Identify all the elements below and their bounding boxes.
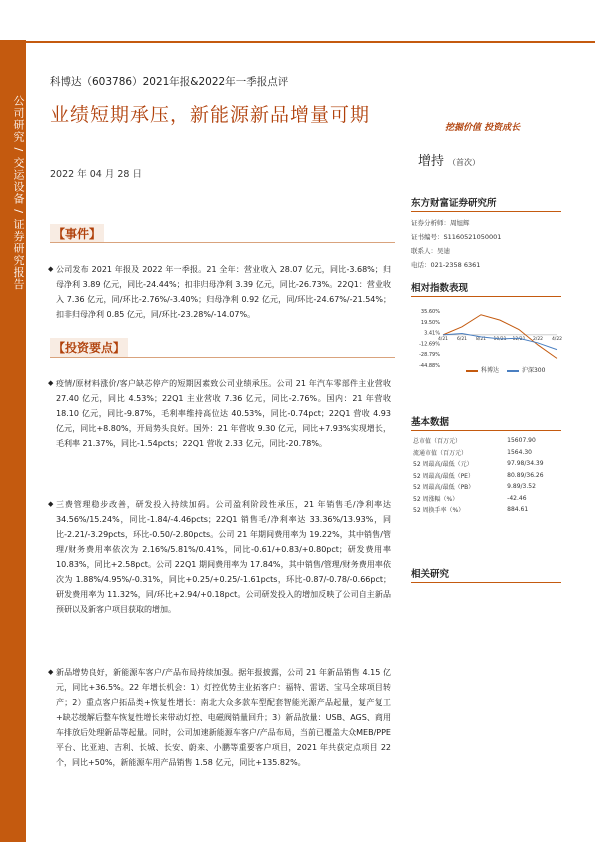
point-text: 三费管理稳步改善，研发投入持续加码。公司盈利阶段性承压，21 年销售毛/净利率达 34.56%/15.24%，同比-1.84/-4.46pcts；22Q1 销售毛/净利率达 33.36%/13.93%，同比-2.21/-3.29pcts，环比-0.50/-2.80pcts。公司 21 年期间费用率为 19.22%，其中销售/管理/财务费用率依次为 2.16%/5.81%/0.41%，同比-0.61/+0.83/+0.80pct；研发费用率 10.83%，同比+2.58pct。公司 22Q1 期间费用率为 17.84%，其中销售/管理/财务费用率依次为 1.88%/4.95%/-0.31%，同比+0.25/+0.25/-1.61pcts，环比-0.87/-0.78/-0.66pct；研发费用率为 11.32%，同/环比+2.94/+0.18pct。公司研发投入的增加反映了公司自主新品预研以及新客户项目获取的增加。 xyxy=(56,500,391,614)
x-tick-label: 4/22 xyxy=(551,336,563,342)
event-heading: 【事件】 xyxy=(50,224,104,243)
point-2 xyxy=(48,497,391,617)
y-tick-label: 3.41% xyxy=(424,330,440,337)
legend-swatch-stock xyxy=(466,370,478,372)
key-data-label: 52 周换手率（%） xyxy=(413,507,465,515)
related-research xyxy=(411,566,561,583)
bullet-icon: ◆ xyxy=(48,265,54,273)
key-data-label: 总市值（百万元） xyxy=(413,438,462,446)
points-divider xyxy=(50,357,395,358)
rating-label: 增持 xyxy=(418,154,445,169)
key-data-table xyxy=(411,435,561,516)
point-text: 疫情/原材料涨价/客户缺芯停产的短期因素致公司业绩承压。公司 21 年汽车零部件主业营收 27.40 亿元，同比 4.53%；22Q1 主业营收 7.36 亿元，同比-2.76%。国内：21 年营收 18.10 亿元，同比-9.87%，毛利率维持高位达 40.53%，同比-0.74pct；22Q1 营收 4.93 亿元，同比+8.80%，开局势头良好。国外：21 年营收 9.30 亿元，同比+7.93%实现增长，毛利率 21.37%，同比-1.54pcts；22Q1 营收 2.33 亿元，同比-20.78%。 xyxy=(56,379,391,448)
top-bar xyxy=(0,0,595,40)
x-tick-label: 6/21 xyxy=(456,336,468,342)
key-data-value: 15607.90 xyxy=(507,437,536,445)
event-text: 公司发布 2021 年报及 2022 年一季报。21 全年：营业收入 28.07 亿元，同比-3.68%；归母净利 3.89 亿元，同比-24.44%；扣非归母净利 3.39 亿元，同比-26.73%。22Q1：营业收入 7.36 亿元，同/环比-2.76%/-3.40%；归母净利 0.92 亿元，同/环比-24.67%/-21.54%；扣非归母净利 0.85 亿元，同/环比-23.28%/-14.07%。 xyxy=(56,265,391,319)
point-3 xyxy=(48,665,391,770)
key-data-row xyxy=(411,493,561,505)
event-divider xyxy=(50,242,395,243)
report-date: 2022 年 04 月 28 日 xyxy=(50,169,142,180)
chart-title: 相对指数表现 xyxy=(411,280,561,297)
legend-stock: 科博达 xyxy=(481,367,500,374)
bullet-icon: ◆ xyxy=(48,668,54,676)
y-tick-label: 35.60% xyxy=(420,309,440,315)
key-data-title: 基本数据 xyxy=(411,414,561,431)
legend-index: 沪深300 xyxy=(521,367,546,374)
y-tick-label: 19.50% xyxy=(420,319,440,326)
key-data-value: 80.89/36.26 xyxy=(507,471,544,479)
y-tick-label: -28.79% xyxy=(419,352,440,359)
y-tick-label: -44.88% xyxy=(419,363,440,369)
key-data-value: 1564.30 xyxy=(507,448,532,456)
header-rule xyxy=(0,41,595,43)
related-title: 相关研究 xyxy=(411,566,561,583)
key-data-row xyxy=(411,470,561,482)
points-heading: 【投资要点】 xyxy=(50,338,128,357)
institute-name: 东方财富证券研究所 xyxy=(411,195,561,212)
rating xyxy=(418,150,480,169)
x-tick-label: 10/21 xyxy=(493,336,507,342)
bullet-icon: ◆ xyxy=(48,500,54,508)
key-data-row xyxy=(411,458,561,470)
event-paragraph xyxy=(48,262,391,322)
key-data xyxy=(411,414,561,516)
key-data-label: 52 周最高/最低（PB） xyxy=(413,484,475,492)
key-data-value: -42.46 xyxy=(507,494,527,502)
key-data-row xyxy=(411,504,561,516)
x-tick-label: 2/22 xyxy=(532,336,544,342)
legend-swatch-index xyxy=(507,370,519,372)
contact: 联系人：吴迪 xyxy=(411,247,450,255)
institute-panel xyxy=(411,195,561,297)
point-text: 新品增势良好，新能源车客户/产品布局持续加强。据年报披露，公司 21 年新品销售 4.15 亿元，同比+36.5%。22 年增长机会：1）灯控优势主业拓客户：福特、雷诺、宝马全球项目转产；2）重点客户拓品类+恢复性增长：南北大众多款车型配套智能光源产品起量，复产复工+缺芯缓解后整车恢复性增长来带动灯控、电磁阀销量回升；3）新品放量：USB、AGS、商用车排放后处理新品等起量。同时，公司加速新能源车客户/产品布局，当前已覆盖大众MEB/PPE平台、比亚迪、吉利、长城、长安、蔚来、小鹏等重要客户项目，2021 年共获定点项目 22 个，同比+50%，新能源车用产品销售 1.58 亿元，同比+135.82%。 xyxy=(56,668,391,767)
rating-note: （首次） xyxy=(448,158,481,167)
cert-number: 证书编号：S1160521050001 xyxy=(411,233,502,241)
analyst: 证券分析师：周旭辉 xyxy=(411,219,470,227)
key-data-row xyxy=(411,435,561,447)
key-data-label: 52 周最高/最低（PE） xyxy=(413,472,474,480)
key-data-label: 52 周最高/最低（元） xyxy=(413,461,473,469)
x-tick-label: 12/21 xyxy=(512,336,526,342)
key-data-value: 9.89/3.52 xyxy=(507,483,536,491)
chart-legend xyxy=(460,365,545,374)
x-tick-label: 8/21 xyxy=(475,336,487,342)
sidebar xyxy=(0,40,26,842)
bullet-icon: ◆ xyxy=(48,379,54,387)
phone: 电话：021-2358 6361 xyxy=(411,261,481,269)
key-data-label: 流通市值（百万元） xyxy=(413,449,468,457)
key-data-value: 97.98/34.39 xyxy=(507,460,544,468)
key-data-label: 52 周涨幅（%） xyxy=(413,495,459,503)
report-title: 业绩短期承压，新能源新品增量可期 xyxy=(50,104,371,126)
x-tick-label: 4/21 xyxy=(437,336,449,342)
point-1 xyxy=(48,376,391,451)
key-data-value: 884.61 xyxy=(507,506,529,514)
institute-info xyxy=(411,216,561,272)
key-data-row xyxy=(411,481,561,493)
y-tick-label: -12.69% xyxy=(419,341,440,348)
sidebar-category: 公司研究 / 交运设备 / 证券研究报告 xyxy=(12,95,25,291)
slogan: 挖掘价值 投资成长 xyxy=(445,123,521,133)
key-data-row xyxy=(411,447,561,459)
report-banner: 科博达（603786）2021年报&2022年一季报点评 xyxy=(50,76,289,88)
